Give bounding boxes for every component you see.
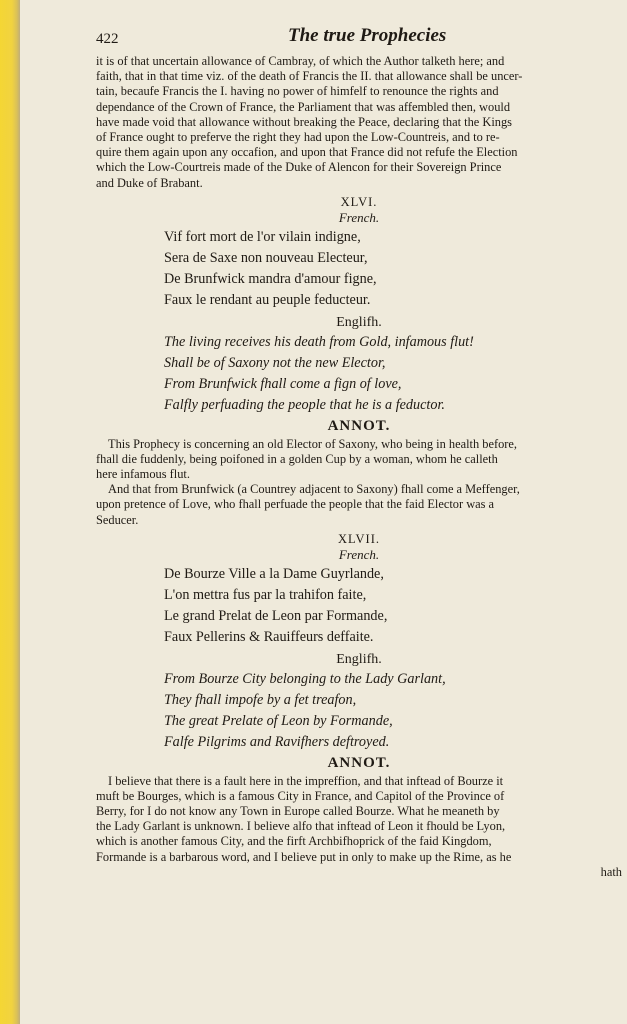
book-page — [20, 0, 627, 1024]
verse-line: Falfe Pilgrims and Ravifhers deftroyed. — [164, 734, 390, 751]
text-line: dependance of the Crown of France, the Parliament that was affembled then, would — [96, 99, 511, 114]
text-line: Seducer. — [96, 512, 139, 527]
french-label: French. — [338, 547, 380, 563]
verse-line: De Bourze Ville a la Dame Guyrlande, — [164, 566, 384, 583]
annot-heading: ANNOT. — [327, 418, 391, 435]
verse-line: Faux le rendant au peuple feducteur. — [164, 292, 371, 309]
verse-line: L'on mettra fus par la trahifon faite, — [164, 587, 367, 604]
french-label: French. — [338, 210, 380, 226]
text-line: upon pretence of Love, who fhall perfuade the people that the faid Elector was a — [96, 497, 495, 512]
verse-line: De Brunfwick mandra d'amour figne, — [164, 271, 377, 288]
verse-line: From Bourze City belonging to the Lady Garlant, — [164, 671, 446, 688]
text-line: here infamous flut. — [96, 467, 190, 482]
text-line: muft be Bourges, which is a famous City in France, and Capitol of the Province of — [96, 788, 505, 803]
verse-line: The living receives his death from Gold, infamous flut! — [164, 334, 474, 351]
text-line: And that from Brunfwick (a Countrey adjacent to Saxony) fhall come a Meffenger, — [108, 482, 520, 497]
page-number: 422 — [96, 31, 119, 47]
quatrain-number: XLVI. — [340, 194, 378, 209]
annot-paragraph — [96, 437, 622, 528]
text-line: it is of that uncertain allowance of Cambray, of which the Author talketh here; and — [96, 54, 505, 68]
verse-line: Falfly perfuading the people that he is a feductor. — [164, 397, 445, 414]
text-line: have made void that allowance without breaking the Peace, declaring that the Kings — [96, 114, 512, 129]
english-verse — [164, 669, 622, 753]
text-line: Formande is a barbarous word, and I believe put in only to make up the Rime, as he — [96, 849, 512, 864]
text-line: the Lady Garlant is unknown. I believe alfo that inftead of Leon it fhould be Lyon, — [96, 819, 506, 834]
text-line: and Duke of Brabant. — [96, 175, 203, 190]
verse-line: Vif fort mort de l'or vilain indigne, — [164, 229, 361, 246]
text-line: which is another famous City, and the firft Archbifhoprick of the faid Kingdom, — [96, 834, 492, 849]
page-content — [96, 25, 622, 880]
running-title: The true Prophecies — [288, 25, 447, 46]
text-line: which the Low-Courtreis made of the Duke of Alencon for their Sovereign Prince — [96, 160, 502, 175]
annot-paragraph — [96, 774, 622, 865]
text-line: fhall die fuddenly, being poifoned in a golden Cup by a woman, whom he calleth — [96, 451, 498, 466]
verse-line: The great Prelate of Leon by Formande, — [164, 713, 393, 730]
annot-heading: ANNOT. — [327, 755, 391, 772]
verse-line: Shall be of Saxony not the new Elector, — [164, 355, 386, 372]
text-line: I believe that there is a fault here in the impreffion, and that inftead of Bourze it — [108, 773, 504, 788]
french-verse — [164, 227, 622, 311]
text-line: quire them again upon any occafion, and upon that France did not refufe the Election — [96, 145, 518, 160]
verse-line: From Brunfwick fhall come a fign of love, — [164, 376, 402, 393]
verse-line: They fhall impofe by a fet treafon, — [164, 692, 357, 709]
book-spine — [0, 0, 20, 1024]
text-line: of France ought to preferve the right they had upon the Low-Countreis, and to re- — [96, 130, 500, 145]
text-line: faith, that in that time viz. of the death of Francis the II. that allowance shall be uncer- — [96, 69, 523, 84]
quatrain-number: XLVII. — [338, 531, 380, 546]
verse-line: Le grand Prelat de Leon par Formande, — [164, 608, 388, 625]
text-line: tain, becaufe Francis the I. having no power of himfelf to renounce the rights and — [96, 84, 499, 99]
page-header — [96, 25, 622, 54]
text-line: Berry, for I do not know any Town in Europe called Bourze. What he meaneth by — [96, 804, 500, 819]
english-label: Englifh. — [336, 652, 382, 668]
english-verse — [164, 332, 622, 416]
catchword: hath — [600, 864, 622, 879]
french-verse — [164, 564, 622, 648]
verse-line: Sera de Saxe non nouveau Electeur, — [164, 250, 368, 267]
text-line: This Prophecy is concerning an old Elector of Saxony, who being in health before, — [108, 436, 518, 451]
english-label: Englifh. — [336, 315, 382, 331]
verse-line: Faux Pellerins & Rauiffeurs deffaite. — [164, 629, 374, 646]
intro-paragraph — [96, 54, 622, 191]
